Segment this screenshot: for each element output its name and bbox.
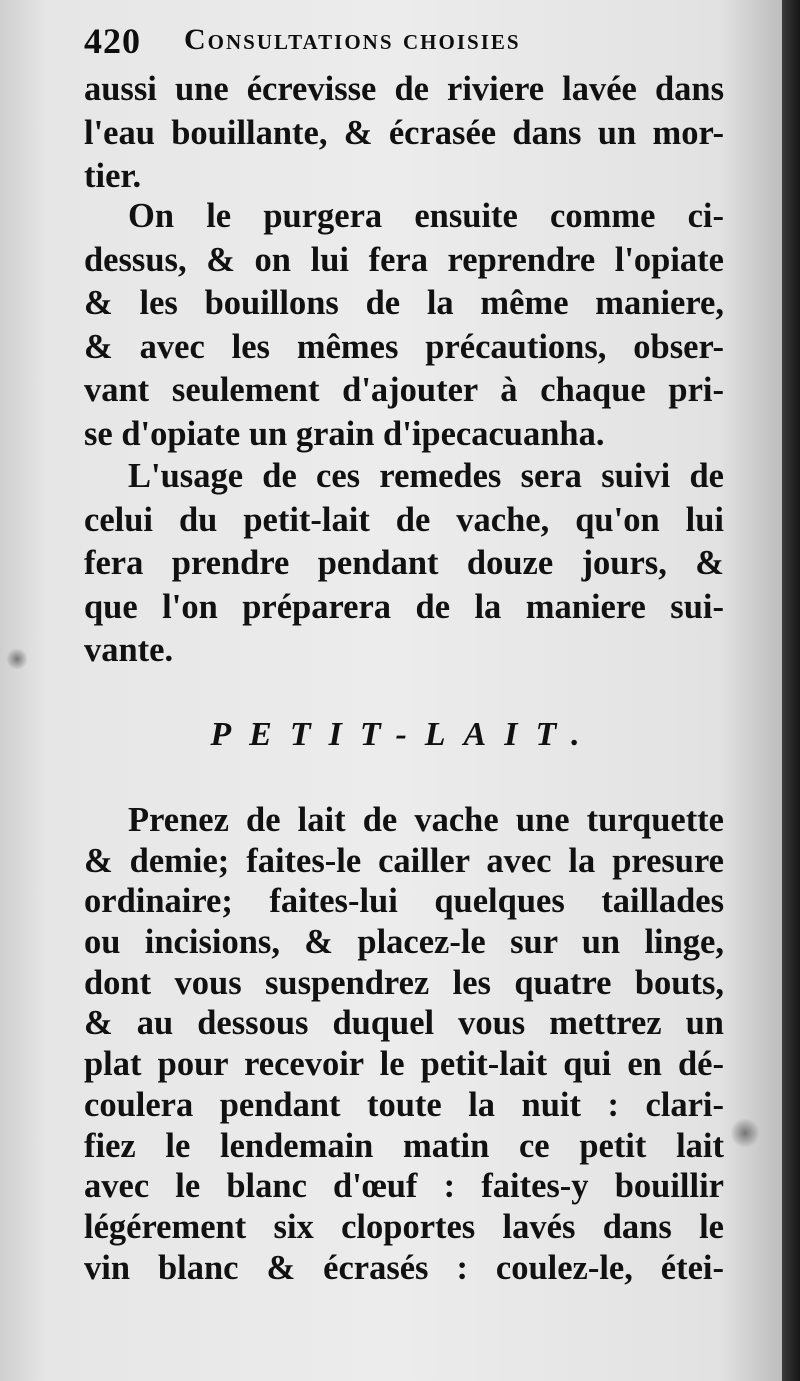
paragraph-3	[84, 455, 724, 673]
page-header	[84, 20, 724, 70]
text-line: ou incisions, & placez-le sur un linge,	[84, 923, 724, 962]
text-line: fera prendre pendant douze jours, &	[84, 544, 724, 582]
text-line: dont vous suspendrez les quatre bouts,	[84, 963, 724, 1002]
recipe-paragraph	[84, 800, 724, 1288]
text-line: & avec les mêmes précautions, obser-	[84, 327, 724, 366]
text-line: avec le blanc d'œuf : faites-y bouillir	[84, 1167, 724, 1206]
text-line: aussi une écrevisse de riviere lavée dans	[84, 70, 724, 108]
text-line: On le purgera ensuite comme ci-	[128, 197, 724, 235]
text-line: se d'opiate un grain d'ipecacuanha.	[84, 414, 605, 453]
ink-smudge	[730, 1118, 760, 1148]
text-line: ordinaire; faites-lui quelques taillades	[84, 882, 724, 921]
text-line: vante.	[84, 631, 174, 669]
text-line: coulera pendant toute la nuit : clari-	[84, 1085, 724, 1124]
page-number: 420	[84, 21, 141, 61]
text-line: que l'on préparera de la maniere sui-	[84, 587, 724, 626]
text-line: vant seulement d'ajouter à chaque pri-	[84, 371, 724, 409]
text-line: & les bouillons de la même maniere,	[84, 284, 724, 322]
section-heading: PETIT-LAIT.	[210, 716, 598, 753]
text-line: & au dessous duquel vous mettrez un	[84, 1004, 724, 1043]
text-line: plat pour recevoir le petit-lait qui en dé-	[84, 1045, 724, 1084]
text-line: fiez le lendemain matin ce petit lait	[84, 1126, 724, 1165]
paragraph-1	[84, 68, 724, 199]
text-line: L'usage de ces remedes sera suivi de	[128, 457, 724, 495]
text-line: l'eau bouillante, & écrasée dans un mor-	[84, 113, 724, 152]
page-edge-shadow	[782, 0, 800, 1381]
paragraph-2	[84, 195, 724, 456]
text-line: tier.	[84, 157, 142, 195]
text-line: légérement six cloportes lavés dans le	[84, 1207, 724, 1246]
text-line: & demie; faites-le cailler avec la presure	[84, 841, 724, 880]
text-line: vin blanc & écrasés : coulez-le, étei-	[84, 1248, 724, 1287]
ink-smudge	[6, 648, 28, 670]
text-line: celui du petit-lait de vache, qu'on lui	[84, 500, 724, 539]
text-line: Prenez de lait de vache une turquette	[128, 801, 724, 839]
running-title: Consultations choisies	[184, 23, 521, 56]
text-line: dessus, & on lui fera reprendre l'opiate	[84, 240, 724, 279]
